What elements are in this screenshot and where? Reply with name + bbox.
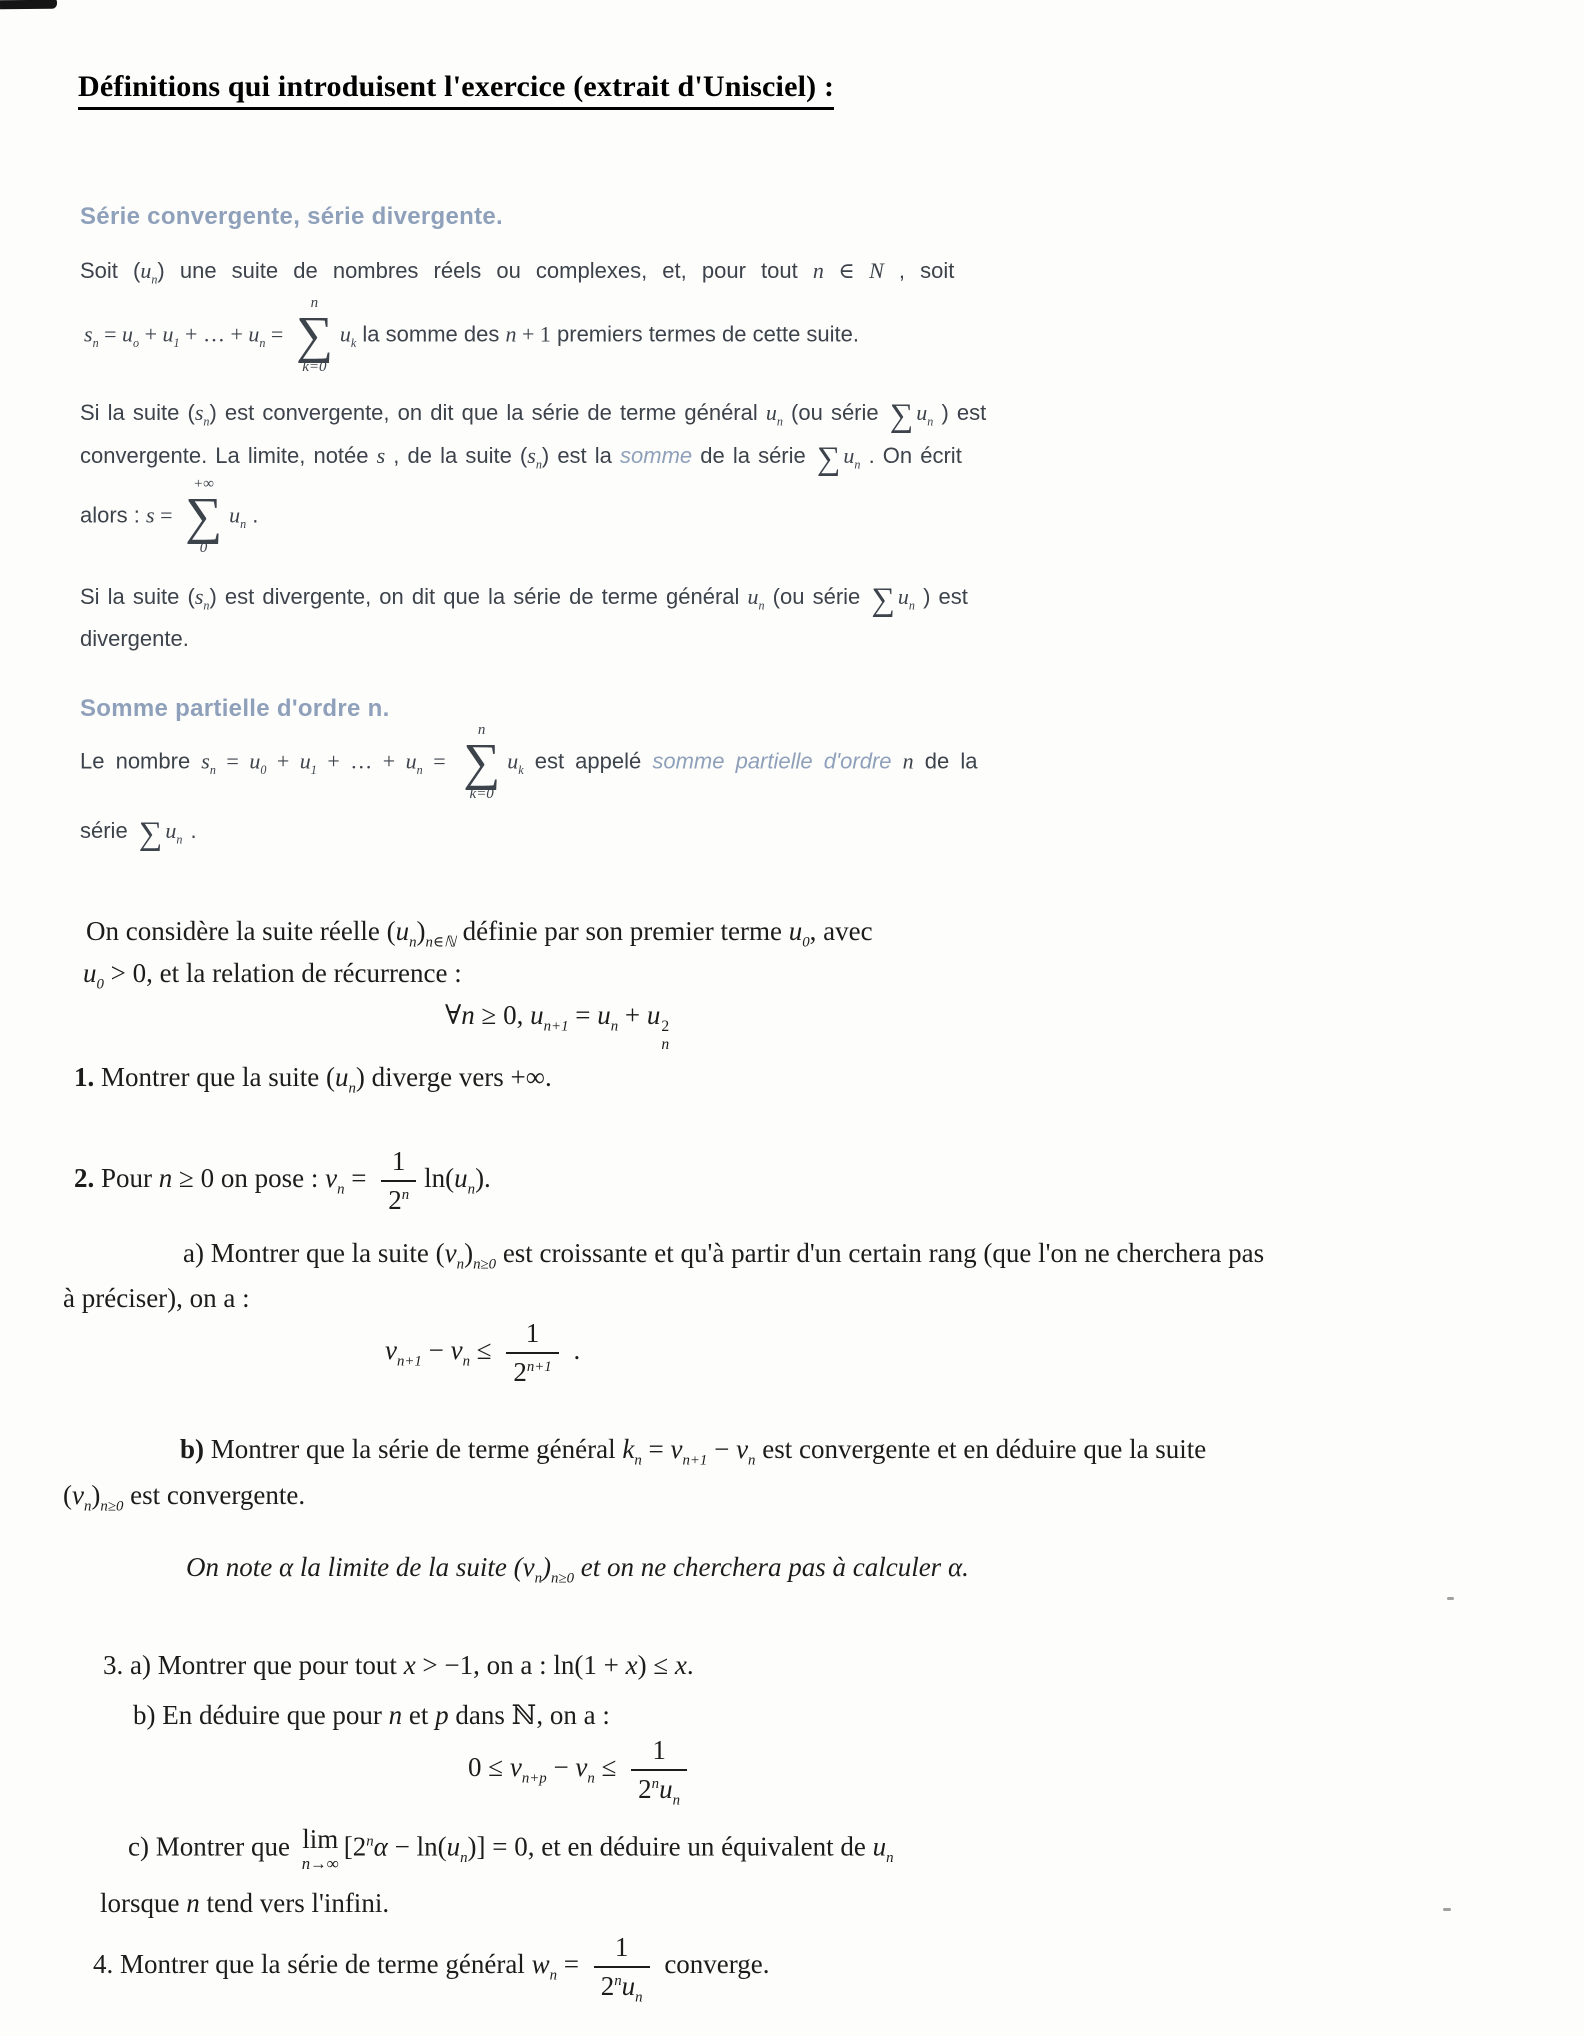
question-2a-line1: a) Montrer que la suite $(v_n)_{n\ge 0}$ est croissante et qu'à partir d'un certain rang (que l'on ne cherchera pas <box>183 1238 1265 1273</box>
question-2a-formula: $v_{n+1} - v_n$ ≤ $\frac{1}{2^{n+1}}$ . <box>385 1318 581 1387</box>
paragraph-le-nombre-line2: série ∑ $u_n$ . <box>80 815 197 852</box>
scan-artifact-corner <box>0 0 57 9</box>
question-3c-line2: lorsque n tend vers l'infini. <box>100 1888 390 1918</box>
scan-speck <box>1443 1908 1451 1911</box>
formula-somme-partielle: $s_n = u_o + u_1$ + … + $u_n$ = n ∑ k=0 $u_k$ la somme des n + 1 premiers termes de cette suite. <box>84 295 860 376</box>
formula-somme-serie: alors : s = +∞ ∑ 0 $u_n$ . <box>80 476 259 557</box>
paragraph-soit-suite: Soit $(u_n)$ une suite de nombres réels ou complexes, et, pour tout n ∈ N , soit <box>80 258 955 287</box>
question-3c-line1: c) Montrer que lim n→∞ $[2^n\alpha - \ln(u_n)] = 0$, et en déduire un équivalent de $u_n$ <box>128 1824 894 1873</box>
question-1: 1. Montrer que la suite $(u_n)$ diverge vers +∞. <box>74 1062 552 1097</box>
section-header-serie-convergente: Série convergente, série divergente. <box>80 203 503 230</box>
question-3b-formula: $0 \le v_{n+p} - v_n$ ≤ $\frac{1}{2^nu_n}$ <box>468 1737 695 1803</box>
recurrence-formula: ∀n ≥ 0, $u_{n+1} = u_n + u$ 2 n <box>445 1000 670 1053</box>
exercise-intro-line1: On considère la suite réelle $(u_n)_{n\in ℕ}$ définie par son premier terme $u_0$, avec <box>86 916 873 951</box>
question-2a-line2: à préciser), on a : <box>63 1283 250 1313</box>
question-3b: b) En déduire que pour n et p dans ℕ, on a : <box>133 1700 610 1730</box>
scan-speck <box>1447 1597 1454 1600</box>
paragraph-divergente-line2: divergente. <box>80 626 189 651</box>
section-header-somme-partielle: Somme partielle d'ordre n. <box>80 695 390 722</box>
question-2b-line2: $(v_n)_{n\ge 0}$ est convergente. <box>63 1480 306 1515</box>
paragraph-convergente-line2: convergente. La limite, notée s , de la suite $(s_n)$ est la somme de la série ∑ $u_n$ . On écrit <box>80 440 962 477</box>
paragraph-le-nombre-line1: Le nombre $s_n = u_0 + u_1$ + … + $u_n$ = n ∑ k=0 $u_k$ est appelé somme partielle d'ordre n de la <box>80 722 978 803</box>
question-2b-line1: b) Montrer que la série de terme général $k_n = v_{n+1} - v_n$ est convergente et en déduire que la suite <box>180 1434 1207 1469</box>
question-4: 4. Montrer que la série de terme général $w_n$ = $\frac{1}{2^nu_n}$ converge. <box>93 1932 770 2006</box>
page-title: Définitions qui introduisent l'exercice (extrait d'Unisciel) : <box>78 70 834 110</box>
exercise-intro-line2: $u_0 > 0$, et la relation de récurrence : <box>83 958 462 993</box>
question-2: 2. Pour n ≥ 0 on pose : $v_n$ = $\frac{1}{2^n}$ $\ln(u_n)$. <box>74 1146 491 1215</box>
question-3a: 3. a) Montrer que pour tout x > −1, on a : ln(1 + x) ≤ x. <box>103 1650 694 1680</box>
note-alpha-limite: On note α la limite de la suite $(v_n)_{n\ge 0}$ et on ne cherchera pas à calculer α. <box>186 1552 969 1587</box>
paragraph-convergente-line1: Si la suite $(s_n)$ est convergente, on dit que la série de terme général $u_n$ (ou série ∑ $u_n$ ) est <box>80 397 987 434</box>
paragraph-divergente-line1: Si la suite $(s_n)$ est divergente, on dit que la série de terme général $u_n$ (ou série ∑ $u_n$ ) est <box>80 581 968 618</box>
